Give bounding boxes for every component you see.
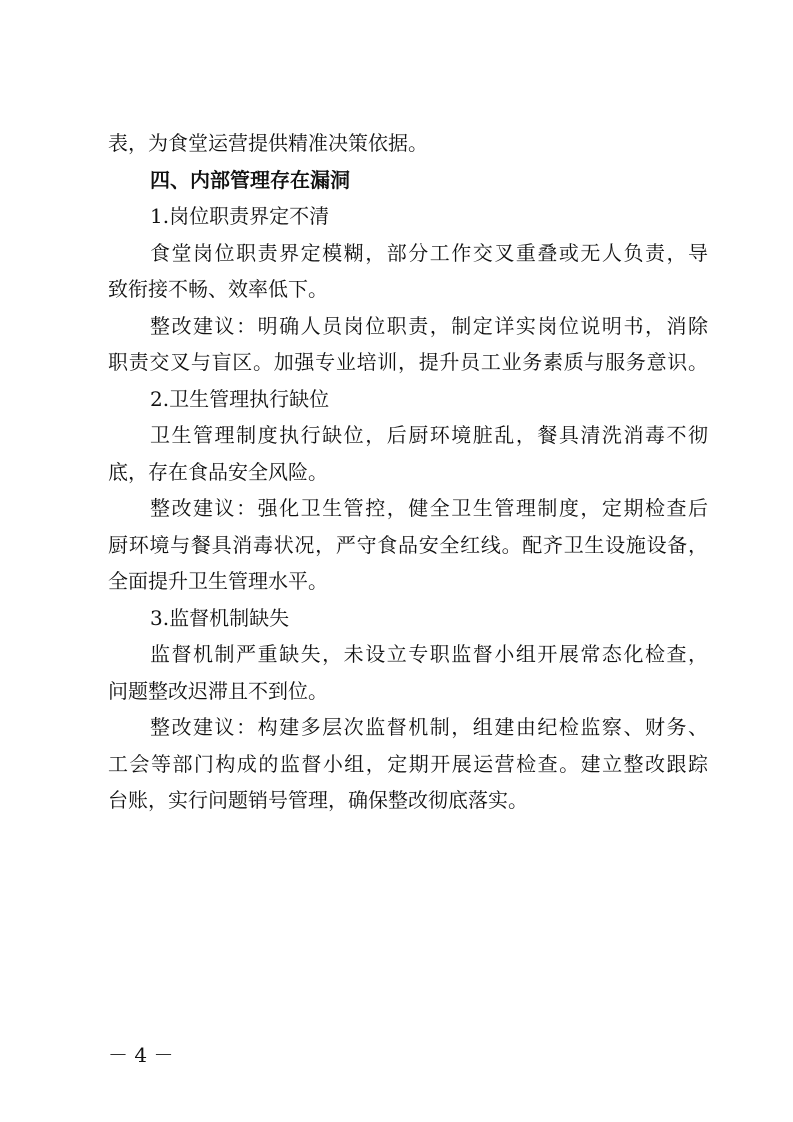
- paragraph-line: 监督机制严重缺失，未设立专职监督小组开展常态化检查，: [150, 642, 708, 666]
- page-number: － 4 －: [108, 1043, 174, 1067]
- paragraph-line: 厨环境与餐具消毒状况，严守食品安全红线。配齐卫生设施设备，: [108, 532, 708, 557]
- section-heading: 四、内部管理存在漏洞: [150, 167, 350, 192]
- subsection-heading: 2.卫生管理执行缺位: [150, 386, 330, 411]
- paragraph-line: 问题整改迟滞且不到位。: [108, 678, 328, 703]
- subsection-heading: 3.监督机制缺失: [150, 605, 290, 630]
- document-body: [108, 125, 708, 819]
- subsection-heading: 1.岗位职责界定不清: [150, 204, 330, 228]
- paragraph-line-continuation: 表，为食堂运营提供精准决策依据。: [108, 131, 428, 155]
- paragraph-line: 整改建议：构建多层次监督机制，组建由纪检监察、财务、: [150, 715, 708, 739]
- paragraph-line: 底，存在食品安全风险。: [108, 459, 328, 484]
- paragraph-line: 致衔接不畅、效率低下。: [108, 277, 328, 301]
- paragraph-line: 台账，实行问题销号管理，确保整改彻底落实。: [108, 788, 528, 812]
- paragraph-line: 工会等部门构成的监督小组，定期开展运营检查。建立整改跟踪: [108, 751, 708, 776]
- paragraph-line: 全面提升卫生管理水平。: [108, 569, 328, 593]
- paragraph-line: 整改建议：强化卫生管控，健全卫生管理制度，定期检查后: [150, 496, 708, 520]
- paragraph-line: 卫生管理制度执行缺位，后厨环境脏乱，餐具清洗消毒不彻: [150, 423, 708, 447]
- paragraph-line: 整改建议：明确人员岗位职责，制定详实岗位说明书，消除: [150, 313, 708, 338]
- paragraph-line: 食堂岗位职责界定模糊，部分工作交叉重叠或无人负责，导: [150, 240, 708, 265]
- paragraph-line: 职责交叉与盲区。加强专业培训，提升员工业务素质与服务意识。: [108, 350, 708, 374]
